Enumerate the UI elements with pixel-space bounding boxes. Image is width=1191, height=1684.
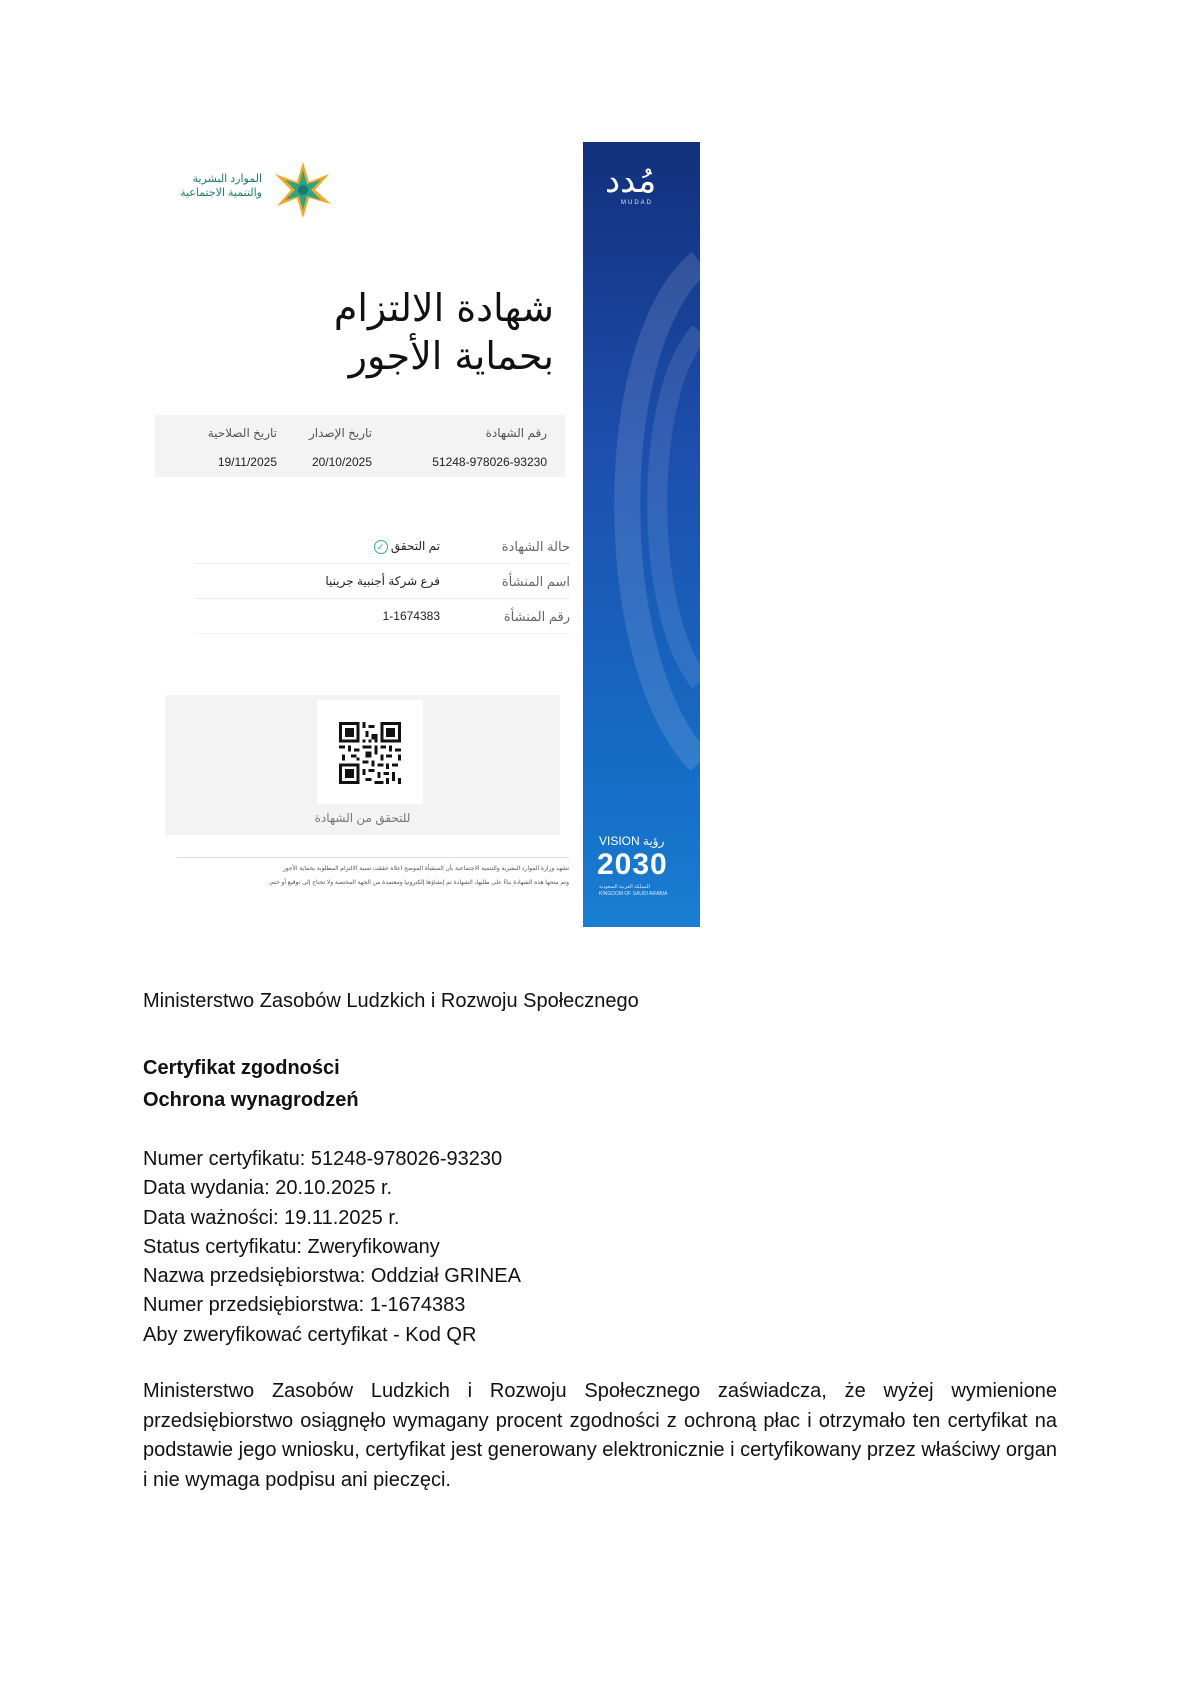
verified-check-icon: ✓	[374, 540, 388, 554]
ministry-logo	[159, 160, 334, 220]
establishment-name-row: اسم المنشأة فرع شركة أجنبية جرينيا	[195, 564, 570, 599]
detail-line: Data ważności: 19.11.2025 r.	[143, 1206, 400, 1229]
certificate-info-box	[155, 415, 565, 477]
qr-section: للتحقق من الشهادة	[165, 695, 560, 835]
mudad-side-banner: مُدد MUDAD VISION رؤية 2030 المملكة العربية السعودية KINGDOM OF SAUDI ARABIA	[583, 142, 700, 927]
mudad-logo: مُدد	[605, 161, 657, 201]
certificate-fine-print: تشهد وزارة الموارد البشرية والتنمية الاجتماعية بأن المنشأة الموضح اعلاه حققت نسبة الالتزام المطلوبة بحماية الأجور وتم منحها هذه الشهادة بناءً على طلبها، الشهادة تم إنشاؤها إلكترونيا ومعتمدة من الجهة المختصة ولا تحتاج إلى توقيع أو ختم.	[177, 857, 569, 890]
translation-paragraph: Ministerstwo Zasobów Ludzkich i Rozwoju Społecznego zaświadcza, że wyżej wymienione przedsiębiorstwo osiągnęło wymagany procent zgodności z ochroną płac i otrzymało ten certyfikat na podstawie jego wniosku, certyfikat jest generowany elektronicznie i certyfikowany przez właściwy organ i nie wymaga podpisu ani pieczęci.	[143, 1380, 1057, 1491]
translation-heading: Certyfikat zgodności Ochrona wynagrodzeń	[143, 1057, 359, 1111]
translation-ministry-name: Ministerstwo Zasobów Ludzkich i Rozwoju Społecznego	[143, 990, 639, 1012]
ministry-star-icon	[271, 160, 335, 220]
vision-2030-logo: 2030	[597, 848, 668, 881]
certificate-body	[155, 142, 580, 927]
qr-card	[317, 700, 423, 804]
banner-arc-pattern	[583, 142, 700, 927]
expiry-date: تاريخ الصلاحية 19/11/2025	[207, 426, 277, 469]
detail-line: Aby zweryfikować certyfikat - Kod QR	[143, 1323, 477, 1346]
status-value: تم التحقق ✓	[370, 539, 440, 554]
certificate-title: شهادة الالتزام بحماية الأجور	[333, 286, 554, 378]
issue-date: تاريخ الإصدار 20/10/2025	[308, 426, 372, 469]
establishment-number-row: رقم المنشأة 1-1674383	[195, 599, 570, 634]
certificate-image	[155, 142, 695, 927]
detail-line: Numer przedsiębiorstwa: 1-1674383	[143, 1294, 466, 1317]
detail-line: Numer certyfikatu: 51248-978026-93230	[143, 1148, 503, 1170]
translation-details	[143, 1145, 1057, 1350]
qr-code[interactable]	[339, 722, 401, 784]
certificate-number: رقم الشهادة 51248-978026-93230	[432, 426, 547, 469]
certificate-status-row: حالة الشهادة تم التحقق ✓	[195, 529, 570, 564]
ministry-logo-text: الموارد البشرية والتنمية الاجتماعية	[180, 173, 262, 199]
kingdom-caption: المملكة العربية السعودية KINGDOM OF SAUDI ARABIA	[599, 884, 668, 897]
detail-line: Status certyfikatu: Zweryfikowany	[143, 1235, 440, 1258]
detail-line: Nazwa przedsiębiorstwa: Oddział GRINEA	[143, 1265, 521, 1288]
detail-line: Data wydania: 20.10.2025 r.	[143, 1177, 393, 1200]
